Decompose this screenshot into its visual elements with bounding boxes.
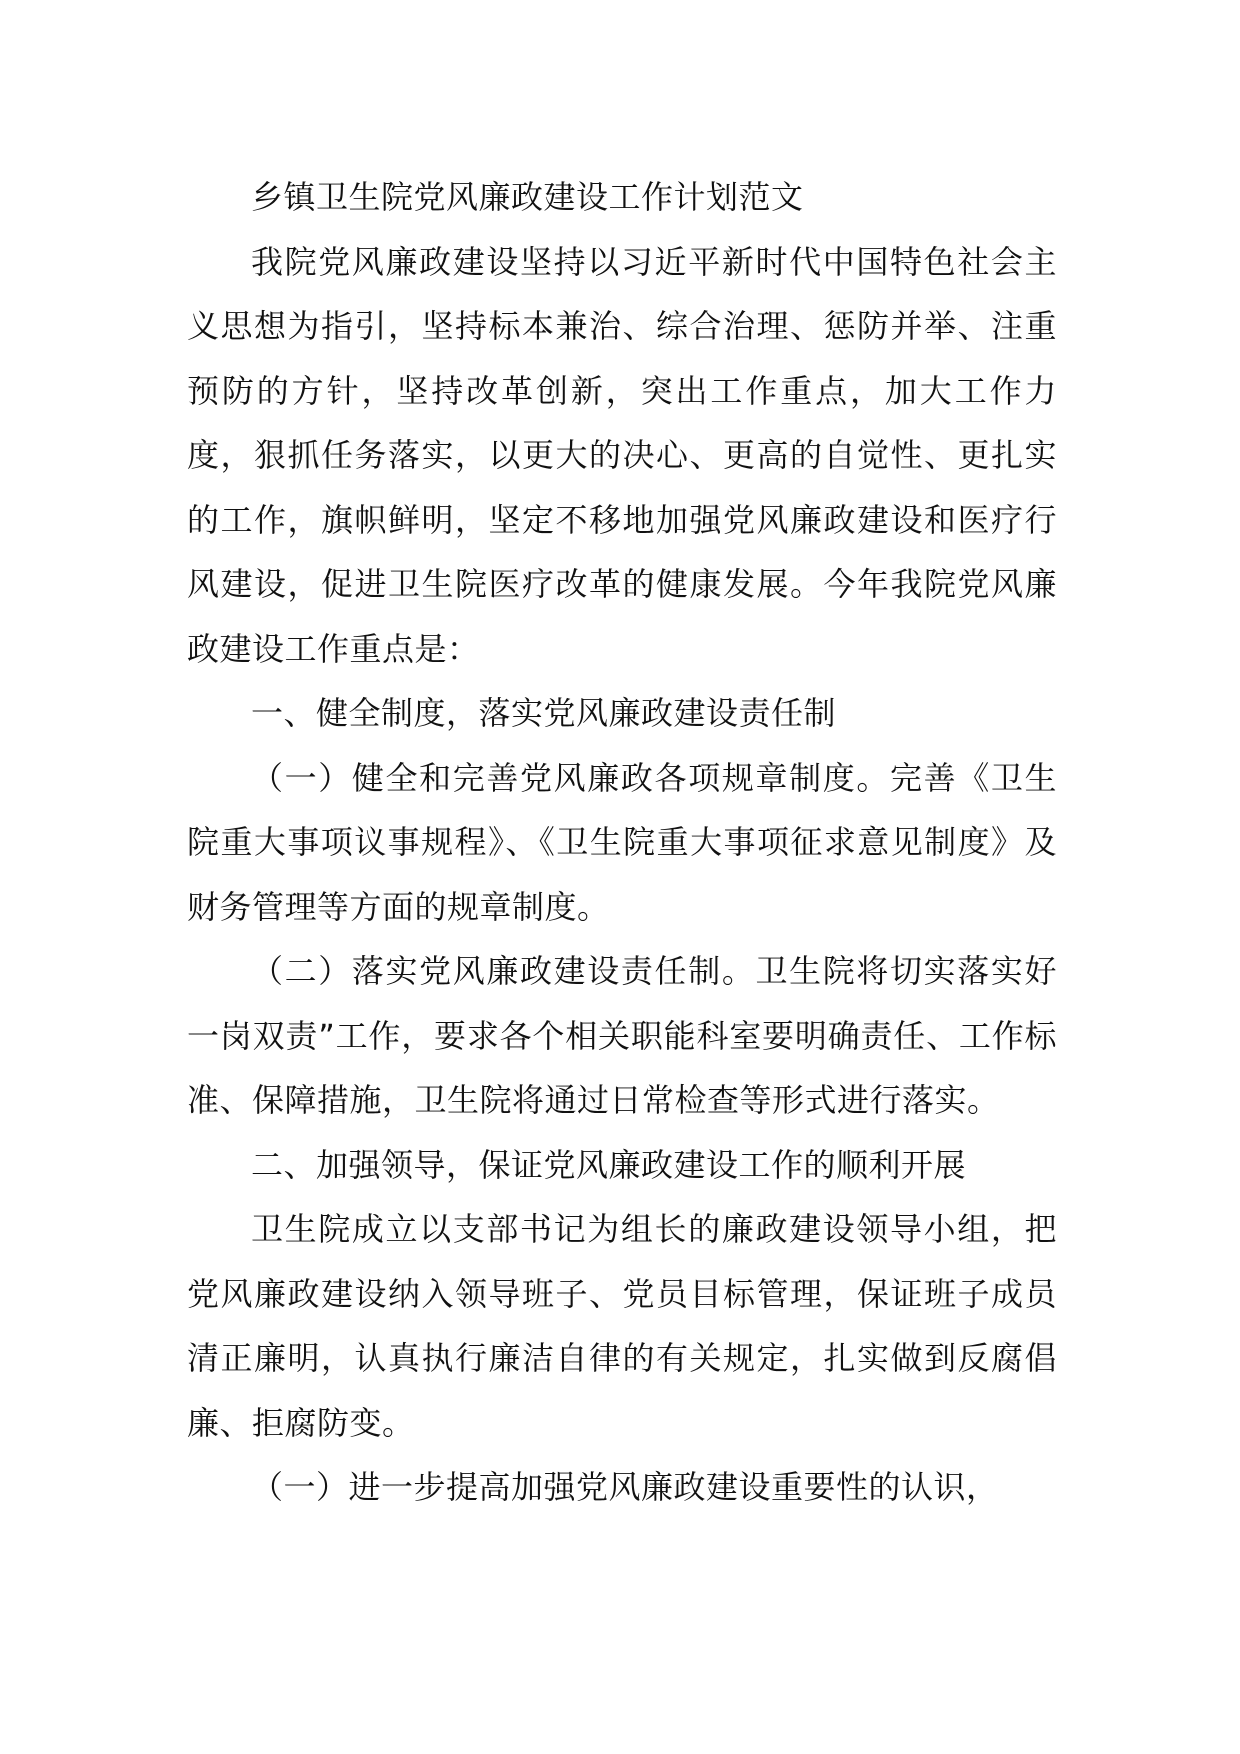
section-heading-2: 二、加强领导，保证党风廉政建设工作的顺利开展: [251, 1145, 967, 1184]
paragraph-section-2: 卫生院成立以支部书记为组长的廉政建设领导小组，把党风廉政建设纳入领导班子、党员目标管理，保证班子成员清正廉明，认真执行廉洁自律的有关规定，扎实做到反腐倡廉、拒腐防变。: [187, 1210, 1057, 1442]
subsection-1-2: （二）落实党风廉政建设责任制。卫生院将切实落实好一岗双责”工作，要求各个相关职能科室要明确责任、工作标准、保障措施，卫生院将通过日常检查等形式进行落实。: [187, 952, 1057, 1119]
document-body: [187, 165, 1057, 1520]
document-title: 乡镇卫生院党风廉政建设工作计划范文: [251, 178, 804, 216]
subsection-2-1: （一）进一步提高加强党风廉政建设重要性的认识，: [251, 1468, 999, 1506]
section-heading-1: 一、健全制度，落实党风廉政建设责任制: [251, 694, 837, 732]
subsection-1-1: （一）健全和完善党风廉政各项规章制度。完善《卫生院重大事项议事规程》、《卫生院重大事项征求意见制度》及财务管理等方面的规章制度。: [187, 758, 1057, 926]
paragraph-intro: 我院党风廉政建设坚持以习近平新时代中国特色社会主义思想为指引，坚持标本兼治、综合治理、惩防并举、注重预防的方针，坚持改革创新，突出工作重点，加大工作力度，狠抓任务落实，以更大的决心、更高的自觉性、更扎实的工作，旗帜鲜明，坚定不移地加强党风廉政建设和医疗行风建设，促进卫生院医疗改革的健康发展。今年我院党风廉政建设工作重点是：: [187, 242, 1057, 668]
